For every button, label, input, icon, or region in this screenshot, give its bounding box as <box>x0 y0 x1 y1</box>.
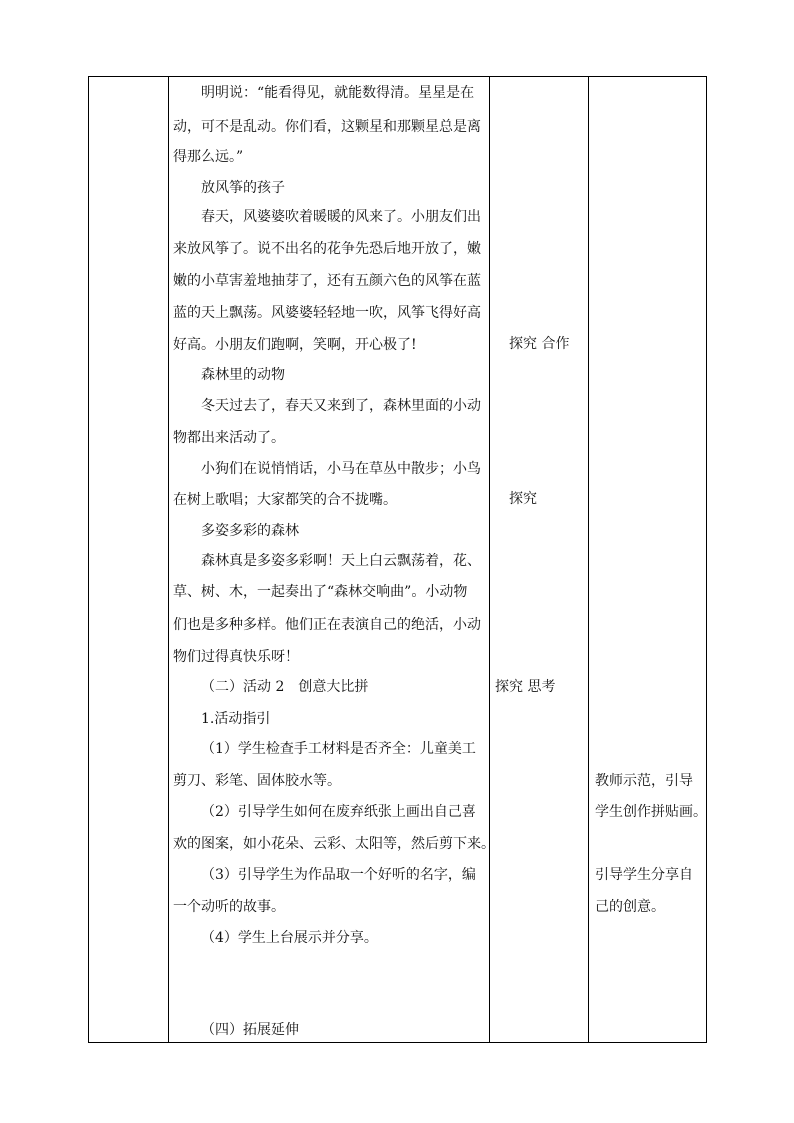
text-line: 嫩的小草害羞地抽芽了，还有五颜六色的风筝在蓝 <box>173 273 481 289</box>
text-line: 好高。小朋友们跑啊，笑啊，开心极了! <box>173 337 417 353</box>
text-line: 在树上歌唱；大家都笑的合不拢嘴。 <box>173 492 397 508</box>
teacher-activity: 引导学生分享自 <box>595 867 693 883</box>
section-heading: 多姿多彩的森林 <box>201 523 299 539</box>
student-activity: 探究 合作 <box>509 336 570 352</box>
text-line: 欢的图案，如小花朵、云彩、太阳等，然后剪下来。 <box>173 836 495 852</box>
text-line: 物都出来活动了。 <box>173 430 285 446</box>
section-heading: 森林里的动物 <box>201 367 285 383</box>
section-heading: （二）活动 2 创意大比拼 <box>201 679 369 695</box>
text-line: （2）引导学生如何在废弃纸张上画出自己喜 <box>201 804 476 820</box>
teacher-activity: 己的创意。 <box>595 899 665 915</box>
text-line: 动，可不是乱动。你们看，这颗星和那颗星总是离 <box>173 119 481 135</box>
text-line: （1）学生检查手工材料是否齐全：儿童美工 <box>201 741 476 757</box>
text-line: 小狗们在说悄悄话，小马在草丛中散步；小鸟 <box>201 461 481 477</box>
text-line: 剪刀、彩笔、固体胶水等。 <box>173 773 341 789</box>
text-line: 一个动听的故事。 <box>173 899 285 915</box>
text-line: 明明说：“能看得见，就能数得清。星星是在 <box>201 85 475 101</box>
lesson-table <box>88 76 707 1043</box>
text-line: 森林真是多姿多彩啊！天上白云飘荡着，花、 <box>201 553 481 569</box>
text-line: 蓝的天上飘荡。风婆婆轻轻地一吹，风筝飞得好高 <box>173 305 481 321</box>
text-line: （3）引导学生为作品取一个好听的名字，编 <box>201 867 476 883</box>
text-line: 春天，风婆婆吹着暖暖的风来了。小朋友们出 <box>201 209 481 225</box>
section-heading: 放风筝的孩子 <box>201 180 285 196</box>
section-heading: （四）拓展延伸 <box>201 1022 299 1038</box>
column-divider-3 <box>588 77 589 1042</box>
text-line: 冬天过去了，春天又来到了，森林里面的小动 <box>201 398 481 414</box>
text-line: 们也是多种多样。他们正在表演自己的绝活，小动 <box>173 617 481 633</box>
student-activity: 探究 思考 <box>495 679 556 695</box>
text-line: （4）学生上台展示并分享。 <box>201 930 378 946</box>
column-divider-2 <box>489 77 490 1042</box>
text-line: 来放风筝了。说不出名的花争先恐后地开放了，嫩 <box>173 241 481 257</box>
teacher-activity: 教师示范，引导 <box>595 773 693 789</box>
column-divider-1 <box>168 77 169 1042</box>
text-line: 1.活动指引 <box>201 711 271 727</box>
teacher-activity: 学生创作拼贴画。 <box>595 804 707 820</box>
text-line: 得那么远。” <box>173 149 244 165</box>
student-activity: 探究 <box>509 491 537 507</box>
text-line: 物们过得真快乐呀！ <box>173 649 299 665</box>
text-line: 草、树、木，一起奏出了“森林交响曲”。小动物 <box>173 584 468 600</box>
